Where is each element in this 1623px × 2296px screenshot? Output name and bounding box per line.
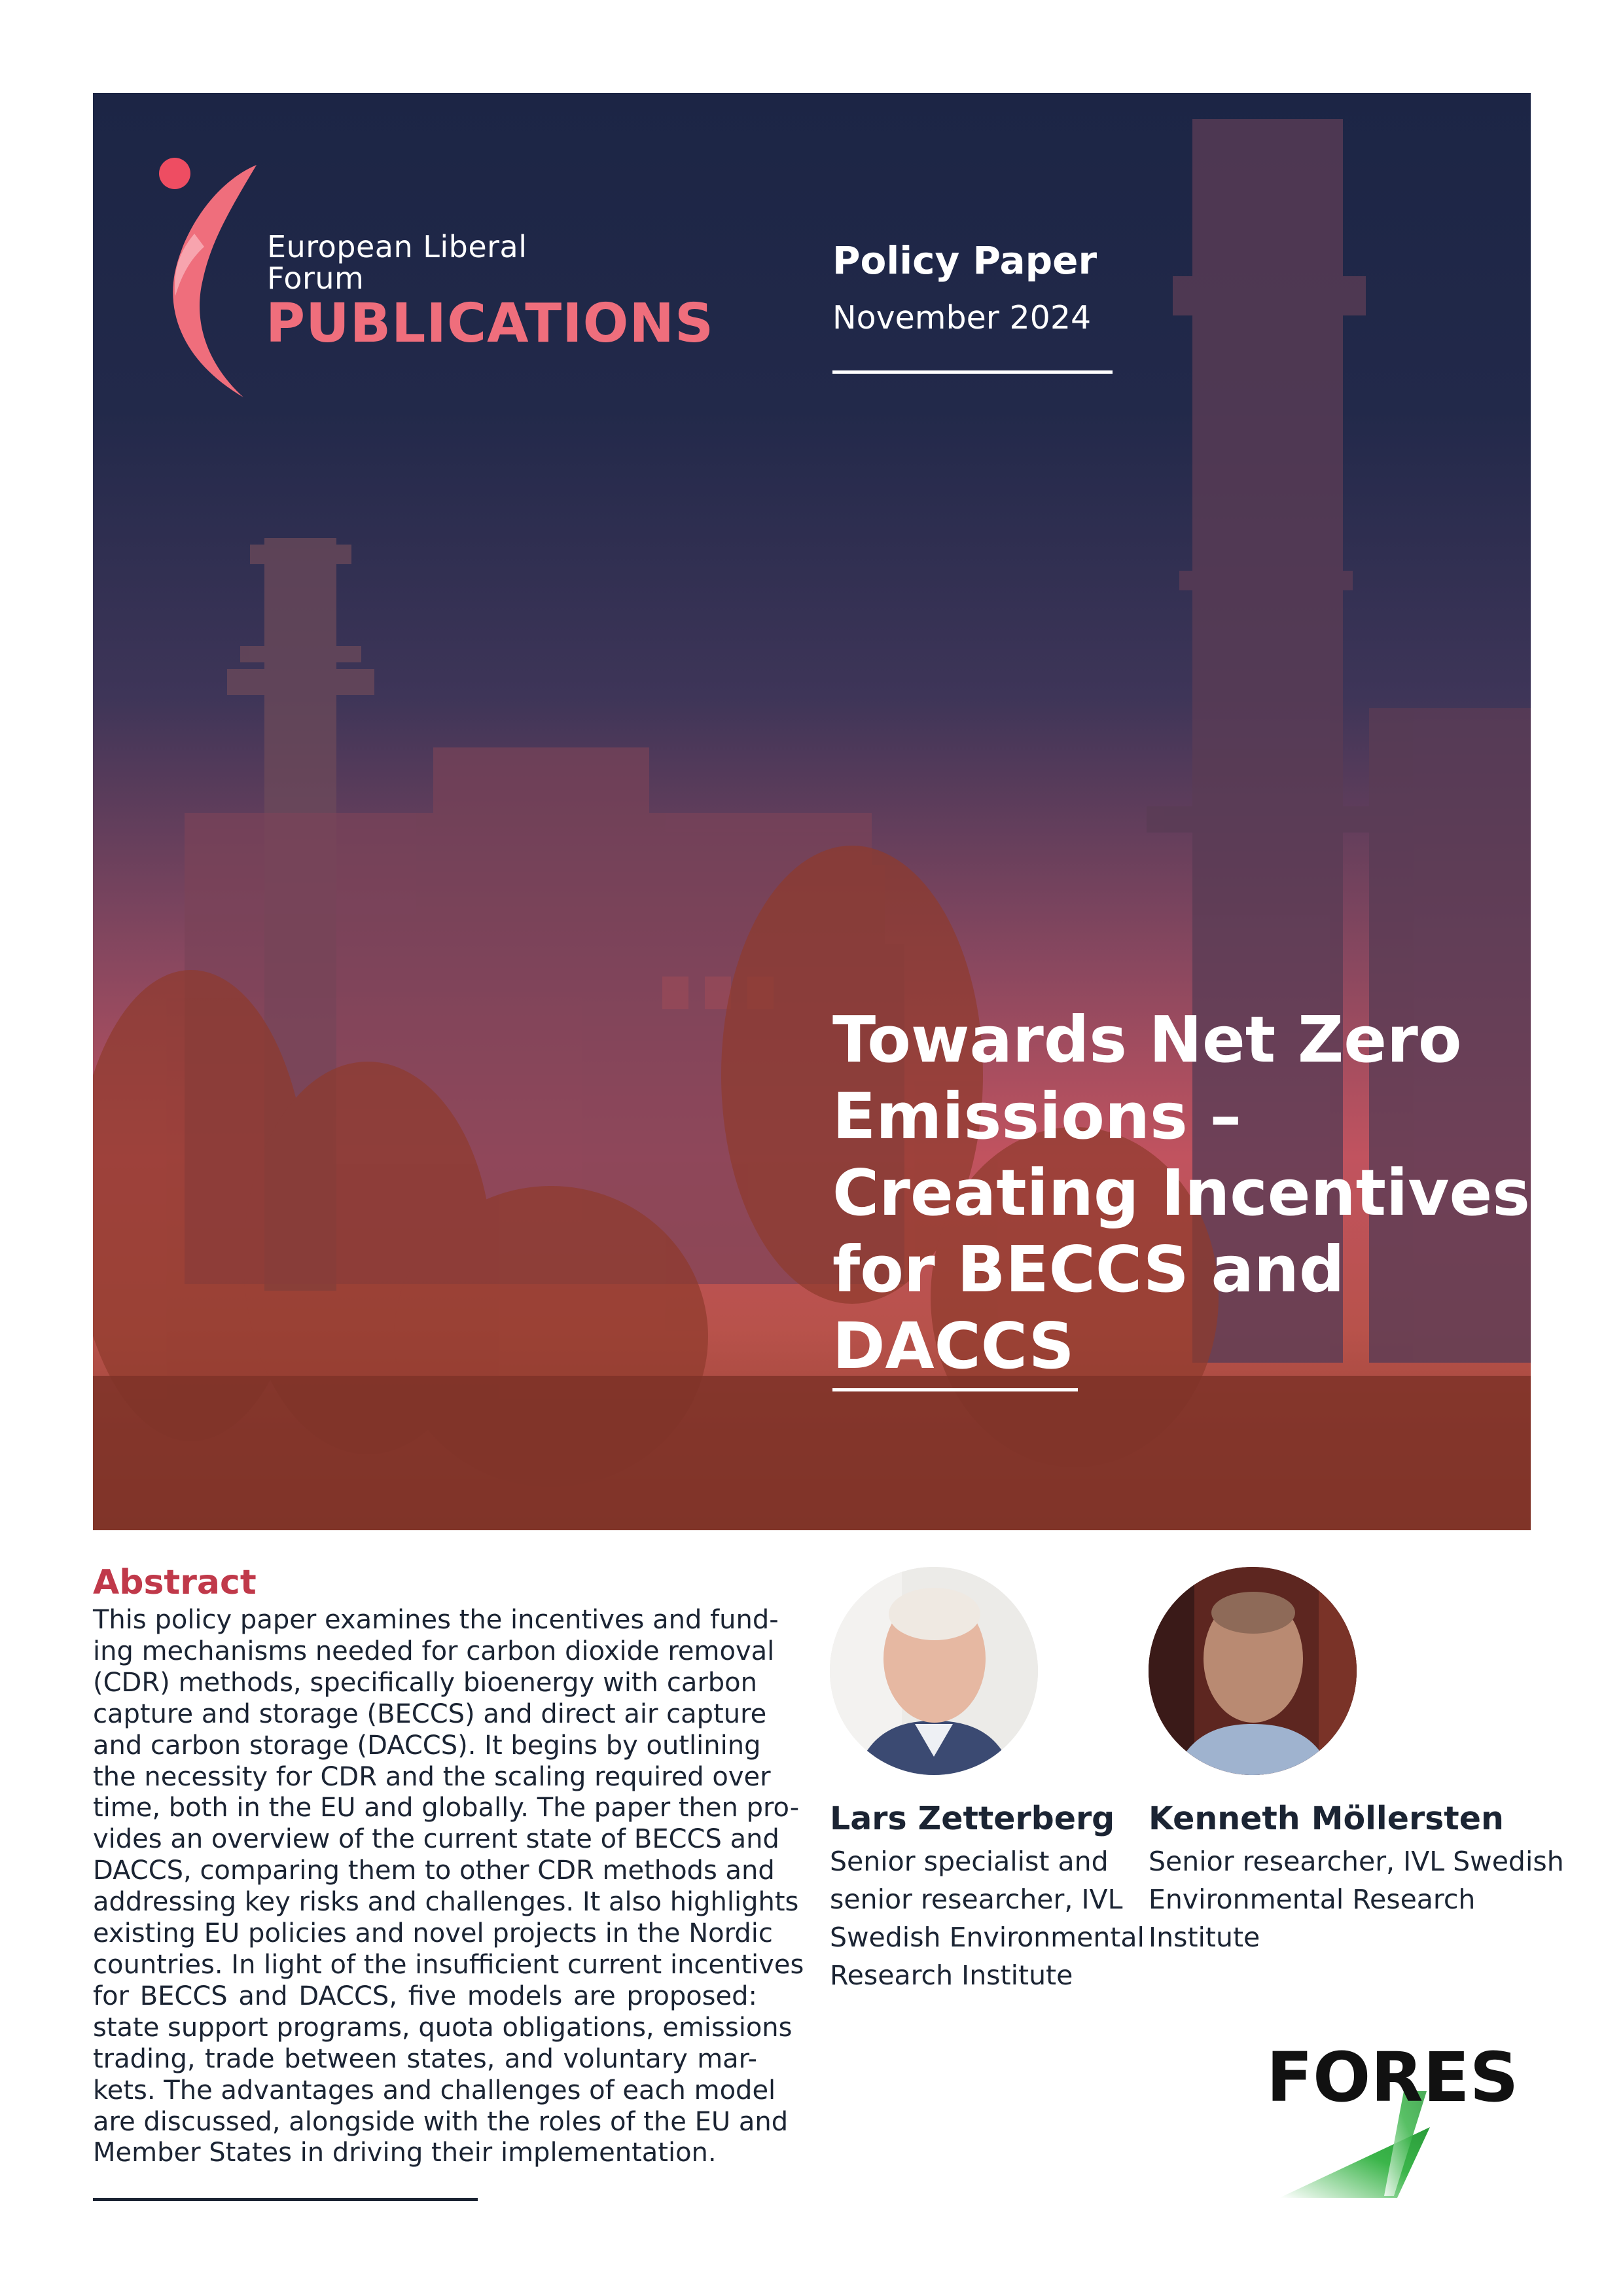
abstract-line: capture and storage (BECCS) and direct air capture xyxy=(93,1698,767,1729)
abstract-text xyxy=(93,1605,804,2169)
cover-hero xyxy=(93,93,1531,1530)
abstract-line: for BECCS and DACCS, five models are proposed: xyxy=(93,1981,757,2011)
affiliation-line: Institute xyxy=(1149,1922,1260,1953)
affiliation-line: Research Institute xyxy=(830,1960,1073,1991)
author-affiliation xyxy=(1149,1842,1564,1956)
author-name: Kenneth Möllersten xyxy=(1149,1800,1504,1837)
abstract-line: state support programs, quota obligations, emissions xyxy=(93,2012,793,2043)
abstract-line: This policy paper examines the incentives and fund- xyxy=(93,1605,779,1635)
abstract-line: existing EU policies and novel projects in the Nordic xyxy=(93,1918,773,1949)
author-name: Lars Zetterberg xyxy=(830,1800,1115,1837)
title-divider xyxy=(832,1388,1078,1391)
portrait-kenneth-mollersten xyxy=(1149,1567,1357,1775)
title-line: Emissions – xyxy=(832,1079,1242,1153)
author-portrait xyxy=(1149,1567,1357,1775)
author-affiliation xyxy=(830,1842,1145,1994)
elf-logo-icon xyxy=(158,155,263,404)
abstract-line: countries. In light of the insufficient current incentives xyxy=(93,1949,804,1980)
portrait-lars-zetterberg xyxy=(830,1567,1038,1775)
affiliation-line: Environmental Research xyxy=(1149,1884,1476,1915)
title-line: Creating Incentives xyxy=(832,1156,1531,1230)
affiliation-line: Senior specialist and xyxy=(830,1846,1109,1877)
abstract-divider xyxy=(93,2198,478,2201)
fores-logo xyxy=(1266,2029,1541,2199)
abstract-line: addressing key risks and challenges. It also highlights xyxy=(93,1887,799,1918)
abstract-line: ing mechanisms needed for carbon dioxide removal xyxy=(93,1636,775,1666)
abstract-line: the necessity for CDR and the scaling required over xyxy=(93,1761,771,1792)
title-line: DACCS xyxy=(832,1309,1075,1383)
document-date: November 2024 xyxy=(832,299,1092,336)
abstract-line: are discussed, alongside with the roles of the EU and xyxy=(93,2106,789,2137)
abstract-line: vides an overview of the current state of BECCS and xyxy=(93,1824,779,1855)
document-type: Policy Paper xyxy=(832,238,1097,283)
abstract-line: trading, trade between states, and voluntary mar- xyxy=(93,2043,757,2074)
affiliation-line: senior researcher, IVL xyxy=(830,1884,1123,1915)
title-line: Towards Net Zero xyxy=(832,1003,1462,1077)
title-line: for BECCS and xyxy=(832,1232,1345,1306)
affiliation-line: Senior researcher, IVL Swedish xyxy=(1149,1846,1564,1877)
abstract-line: (CDR) methods, specifically bioenergy with carbon xyxy=(93,1667,757,1698)
abstract-line: Member States in driving their implementation. xyxy=(93,2138,717,2168)
document-title xyxy=(832,1001,1531,1384)
publisher-name-line1: European Liberal xyxy=(267,229,527,264)
abstract-line: time, both in the EU and globally. The paper then pro- xyxy=(93,1793,800,1823)
publisher-publications: PUBLICATIONS xyxy=(266,293,715,355)
abstract-line: kets. The advantages and challenges of each model xyxy=(93,2075,776,2106)
abstract-heading: Abstract xyxy=(93,1563,257,1602)
affiliation-line: Swedish Environmental xyxy=(830,1922,1145,1953)
author-portrait xyxy=(830,1567,1038,1775)
publisher-name-line2: Forum xyxy=(267,260,365,296)
fores-logo-text: FORES xyxy=(1266,2037,1519,2117)
date-divider xyxy=(832,370,1113,374)
abstract-line: DACCS, comparing them to other CDR methods and xyxy=(93,1856,775,1886)
abstract-line: and carbon storage (DACCS). It begins by outlining xyxy=(93,1730,761,1761)
